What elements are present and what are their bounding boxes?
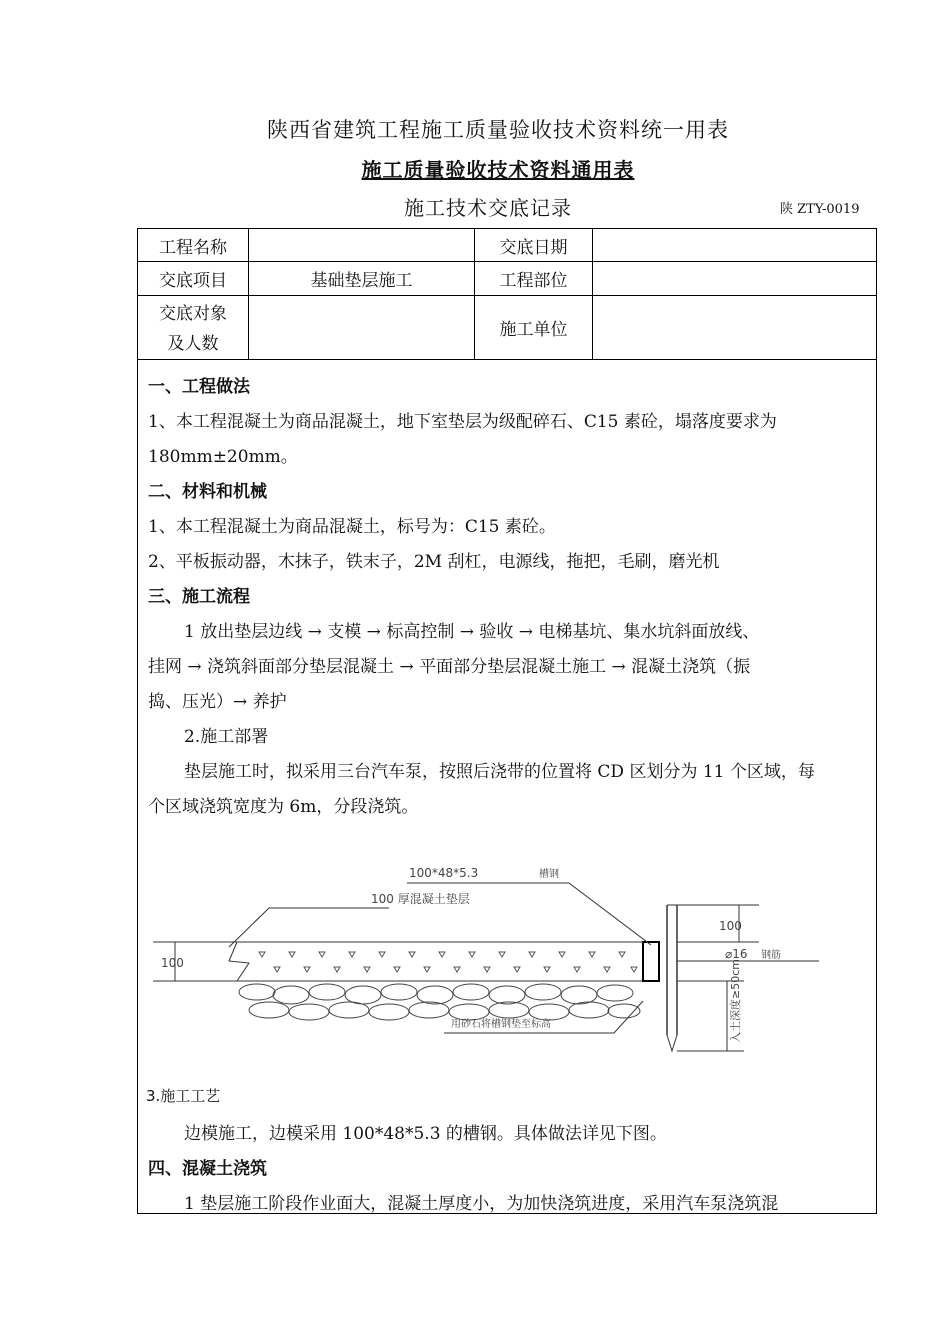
date-label: 交底日期 bbox=[499, 238, 568, 258]
section-1-line-2: 180mm±20mm。 bbox=[148, 447, 298, 467]
item-value[interactable]: 基础垫层施工 bbox=[310, 271, 413, 291]
section-1-line-1: 1、本工程混凝土为商品混凝土，地下室垫层为级配碎石、C15 素砼，塌落度要求为 bbox=[148, 412, 777, 432]
page-subtitle: 施工质量验收技术资料通用表 bbox=[361, 158, 635, 182]
flow-line-1: 1 放出垫层边线 → 支模 → 标高控制 → 验收 → 电梯基坑、集水坑斜面放线、 bbox=[184, 622, 760, 642]
section-2-line-2: 2、平板振动器，木抹子，铁末子，2M 刮杠，电源线，拖把，毛刷，磨光机 bbox=[148, 552, 720, 572]
section-4-heading: 四、混凝土浇筑 bbox=[148, 1159, 267, 1179]
section-4-line-1: 1 垫层施工阶段作业面大，混凝土厚度小，为加快浇筑进度，采用汽车泵浇筑混 bbox=[184, 1194, 779, 1214]
channel-label-suffix: 槽钢 bbox=[539, 869, 559, 880]
target-label-1: 交底对象 bbox=[159, 304, 227, 324]
deploy-line-1: 垫层施工时，拟采用三台汽车泵，按照后浇带的位置将 CD 区划分为 11 个区域，每 bbox=[184, 762, 815, 782]
part-label: 工程部位 bbox=[499, 271, 568, 291]
rebar-label: ⌀16 bbox=[725, 947, 748, 961]
item-label: 交底项目 bbox=[159, 271, 227, 291]
left-dimension: 100 bbox=[161, 956, 184, 970]
channel-label: 100*48*5.3 bbox=[409, 866, 479, 880]
info-table bbox=[137, 228, 877, 360]
depth-label: 入土深度≥50cm bbox=[729, 959, 742, 1043]
section-3-heading: 三、施工流程 bbox=[148, 587, 250, 607]
project-name-label: 工程名称 bbox=[159, 238, 227, 258]
edge-formwork-diagram bbox=[139, 855, 877, 1085]
craft-title: 3.施工工艺 bbox=[146, 1087, 221, 1105]
content-body bbox=[137, 359, 877, 1214]
page-title: 陕西省建筑工程施工质量验收技术资料统一用表 bbox=[267, 118, 729, 142]
target-label-2: 及人数 bbox=[167, 334, 219, 354]
cushion-label: 100 厚混凝土垫层 bbox=[371, 892, 470, 906]
section-1-heading: 一、工程做法 bbox=[148, 377, 250, 397]
gravel-note: 用砂石将槽钢垫至标高 bbox=[451, 1019, 551, 1030]
form-name: 施工技术交底记录 bbox=[404, 196, 572, 220]
flow-line-3: 捣、压光）→ 养护 bbox=[148, 692, 287, 712]
section-2-line-1: 1、本工程混凝土为商品混凝土，标号为：C15 素砼。 bbox=[148, 517, 556, 537]
right-dimension: 100 bbox=[719, 919, 742, 933]
section-2-heading: 二、材料和机械 bbox=[148, 482, 267, 502]
craft-line-1: 边模施工，边模采用 100*48*5.3 的槽钢。具体做法详见下图。 bbox=[184, 1124, 667, 1144]
deploy-title: 2.施工部署 bbox=[184, 727, 269, 747]
deploy-line-2: 个区域浇筑宽度为 6m，分段浇筑。 bbox=[148, 797, 419, 817]
rebar-suffix: 钢筋 bbox=[761, 950, 781, 961]
form-code: 陕 ZTY-0019 bbox=[780, 202, 860, 217]
unit-label: 施工单位 bbox=[499, 320, 568, 340]
flow-line-2: 挂网 → 浇筑斜面部分垫层混凝土 → 平面部分垫层混凝土施工 → 混凝土浇筑（振 bbox=[148, 657, 751, 677]
